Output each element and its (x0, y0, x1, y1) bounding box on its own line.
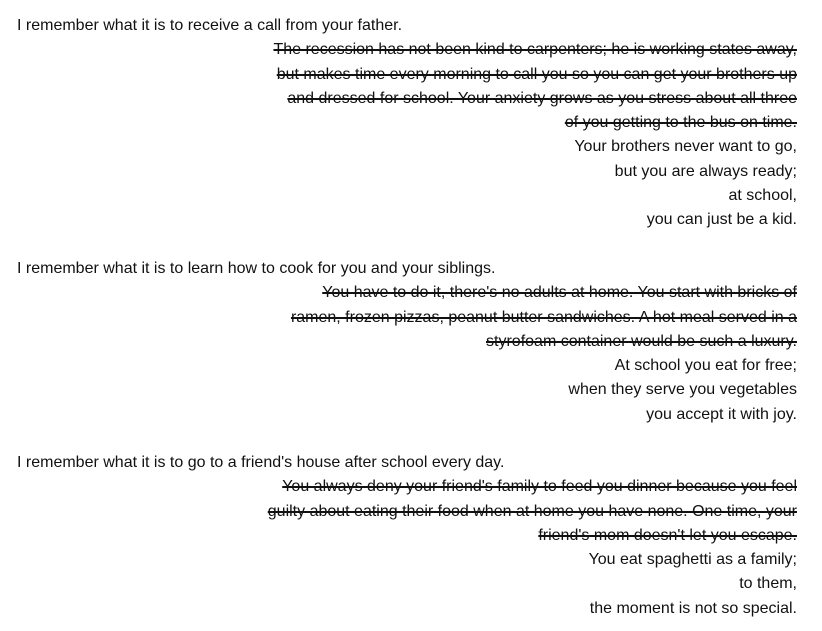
stanza-opening-line: I remember what it is to go to a friend's house after school every day. (17, 454, 505, 471)
struck-line: of you getting to the bus on time. (564, 114, 797, 132)
stanza-2 (17, 257, 797, 427)
struck-through-passage (197, 281, 797, 354)
struck-line: guilty about eating their food when at home you have none. One time, your (267, 502, 797, 520)
struck-line: You always deny your friend's family to feed you dinner because you feel (282, 478, 797, 496)
struck-line: ramen, frozen pizzas, peanut butter sandwiches. A hot meal served in a (290, 308, 797, 326)
stanza-opening-line: I remember what it is to learn how to cook for you and your siblings. (17, 260, 496, 277)
struck-line: but makes time every morning to call you so you can get your brothers up (276, 65, 797, 83)
stanza-1 (17, 14, 797, 233)
struck-line: The recession has not been kind to carpenters; he is working states away, (273, 41, 797, 59)
struck-line: You have to do it, there's no adults at home. You start with bricks of (322, 284, 797, 302)
struck-through-passage (197, 475, 797, 548)
kept-line: Your brothers never want to go, (574, 138, 797, 156)
kept-line: you accept it with joy. (646, 405, 797, 423)
struck-line: styrofoam container would be such a luxury. (486, 332, 797, 350)
kept-line: At school you eat for free; (614, 357, 797, 375)
stanza-opening-line: I remember what it is to receive a call from your father. (17, 17, 403, 34)
struck-through-passage (197, 38, 797, 135)
kept-line: to them, (739, 575, 797, 593)
kept-line: You eat spaghetti as a family; (588, 551, 797, 569)
stanza-3 (17, 451, 797, 621)
struck-line: and dressed for school. Your anxiety grows as you stress about all three (287, 89, 797, 107)
kept-line: you can just be a kid. (646, 211, 797, 229)
struck-line: friend's mom doesn't let you escape. (538, 526, 797, 544)
kept-line: but you are always ready; (614, 162, 797, 180)
kept-line: the moment is not so special. (589, 599, 797, 617)
kept-line: when they serve you vegetables (568, 381, 797, 399)
kept-line: at school, (728, 187, 797, 205)
